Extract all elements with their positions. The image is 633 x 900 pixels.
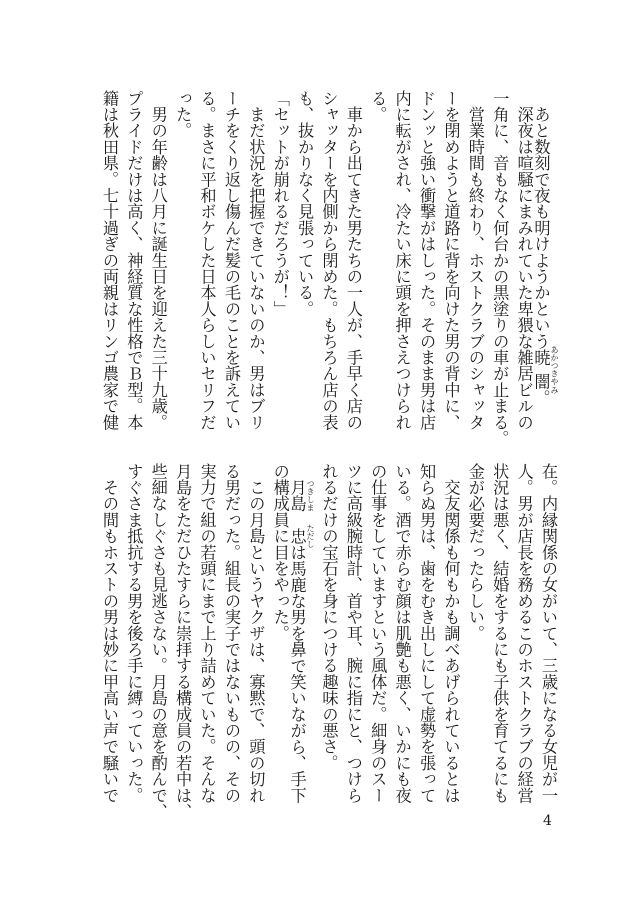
text-run: 人。男が店長を務めるこのホストクラブの経営 [514, 463, 534, 804]
text-column [121, 90, 145, 432]
text-run: った。 [173, 90, 193, 139]
text-column [267, 90, 291, 432]
text-run: 金が必要だったらしい。 [465, 463, 485, 642]
upper-text-block [97, 90, 560, 447]
ruby-reading: ただし [306, 523, 317, 549]
text-column [487, 463, 511, 805]
text-run: 深夜は喧騒にまみれていた卑猥な雑居ビルの [514, 90, 534, 431]
text-run: も、抜かりなく見張っている。 [295, 90, 315, 317]
text-column [511, 90, 535, 432]
text-column [145, 90, 169, 432]
text-column [389, 90, 413, 432]
text-column [462, 90, 486, 432]
text-column [316, 463, 340, 805]
text-column [194, 90, 218, 432]
text-column [414, 90, 438, 432]
text-column [292, 90, 316, 432]
text-run: 籍は秋田県。七十過ぎの両親はリンゴ農家で健 [99, 90, 119, 431]
text-run: る男だった。組長の実子ではないものの、その [221, 463, 241, 804]
text-run: 「セットが崩れるだろうが！」 [270, 90, 290, 317]
text-run: 一角に、音もなく何台かの黒塗りの車が止まる。 [490, 90, 510, 447]
text-run: シャッターを内側から閉めた。もちろん店の表 [319, 90, 339, 431]
text-run: 知らぬ男は、歯をむき出しにして虚勢を張って [417, 463, 437, 804]
text-column [389, 463, 413, 805]
text-run: 些細なしぐさも見逃さない。月島の意を酌んで、 [148, 463, 168, 820]
text-run: の構成員に目をやった。 [270, 463, 290, 642]
text-run: の仕事をしていますという風体だ。細身のスー [368, 463, 388, 804]
text-run: れるだけの宝石を身につける趣味の悪さ。 [319, 463, 339, 771]
ruby-reading: つきしま [306, 479, 317, 512]
text-run: まだ状況を把握できていないのか、男はブリ [246, 90, 266, 431]
text-run: あと数刻で夜も明けようかという [531, 90, 551, 350]
text-column [97, 463, 121, 805]
lower-text-block [97, 463, 560, 820]
text-run: 交友関係も何もかも調べあげられているとは [441, 463, 461, 804]
text-run: いる。酒で赤らむ顔は肌艶も悪く、いかにも夜 [392, 463, 412, 804]
text-column [97, 90, 121, 432]
text-run: 月島をただひたすらに崇拝する構成員の若中は、 [173, 463, 193, 820]
text-run: 車から出てきた男たちの一人が、手早く店の [343, 90, 363, 431]
text-column [316, 90, 340, 432]
text-run: 在。内縁関係の女がいて、三歳になる女児が一 [539, 463, 558, 804]
ruby-base: 月島 [287, 479, 307, 512]
text-column [287, 463, 317, 805]
text-column [365, 463, 389, 805]
text-column [531, 90, 560, 432]
text-column [145, 463, 169, 820]
text-run: ーチをくり返し傷んだ髪の毛のことを訴えてい [221, 90, 241, 431]
text-column [536, 463, 560, 805]
text-column [219, 90, 243, 432]
text-run: プライドだけは高く、神経質な性格でＢ型。本 [124, 90, 144, 431]
ruby-base: 忠 [287, 523, 307, 549]
text-column [438, 463, 462, 805]
text-run: 男の年齢は八月に誕生日を迎えた三十九歳。 [148, 90, 168, 431]
text-column [340, 90, 364, 432]
text-column [365, 90, 389, 432]
text-column [487, 90, 511, 447]
text-column [511, 463, 535, 805]
text-column [170, 463, 194, 820]
text-run: ドンッと強い衝撃がはしった。そのまま男は店 [417, 90, 437, 431]
text-run: 状況は悪く、結婚をするにも子供を育てるにも [490, 463, 510, 804]
text-run: 実力で組の若頭にまで上り詰めていた。そんな [197, 463, 217, 804]
text-run: る。まさに平和ボケした日本人らしいセリフだ [197, 90, 217, 431]
text-run: この月島というヤクザは、寡黙で、頭の切れ [246, 463, 266, 804]
ruby-reading: あかつきやみ [550, 345, 560, 394]
text-column [170, 90, 194, 432]
text-column [219, 463, 243, 805]
text-column [243, 463, 267, 805]
page-number: 4 [543, 813, 552, 829]
text-column [340, 463, 364, 805]
text-column [121, 463, 145, 805]
text-column [462, 463, 486, 805]
ruby-base: 暁闇 [531, 345, 551, 394]
text-run: ツに高級腕時計、首や耳、腕に指にと、つけら [343, 463, 363, 804]
text-column [243, 90, 267, 432]
text-run: 内に転がされ、冷たい床に頭を押さえつけられ [392, 90, 412, 431]
text-run: 。 [531, 389, 551, 407]
text-run: その間もホストの男は妙に甲高い声で騒いで [99, 463, 119, 804]
text-column [194, 463, 218, 805]
text-column [438, 90, 462, 432]
text-run: ーを閉めようと道路に背を向けた男の背中に、 [441, 90, 461, 431]
text-run: すぐさま抵抗する男を後ろ手に縛っていった。 [124, 463, 144, 804]
text-run: 営業時間も終わり、ホストクラブのシャッタ [465, 90, 485, 431]
text-run: る。 [368, 90, 388, 123]
text-run: は馬鹿な男を鼻で笑いながら、手下 [287, 544, 307, 804]
text-column [414, 463, 438, 805]
